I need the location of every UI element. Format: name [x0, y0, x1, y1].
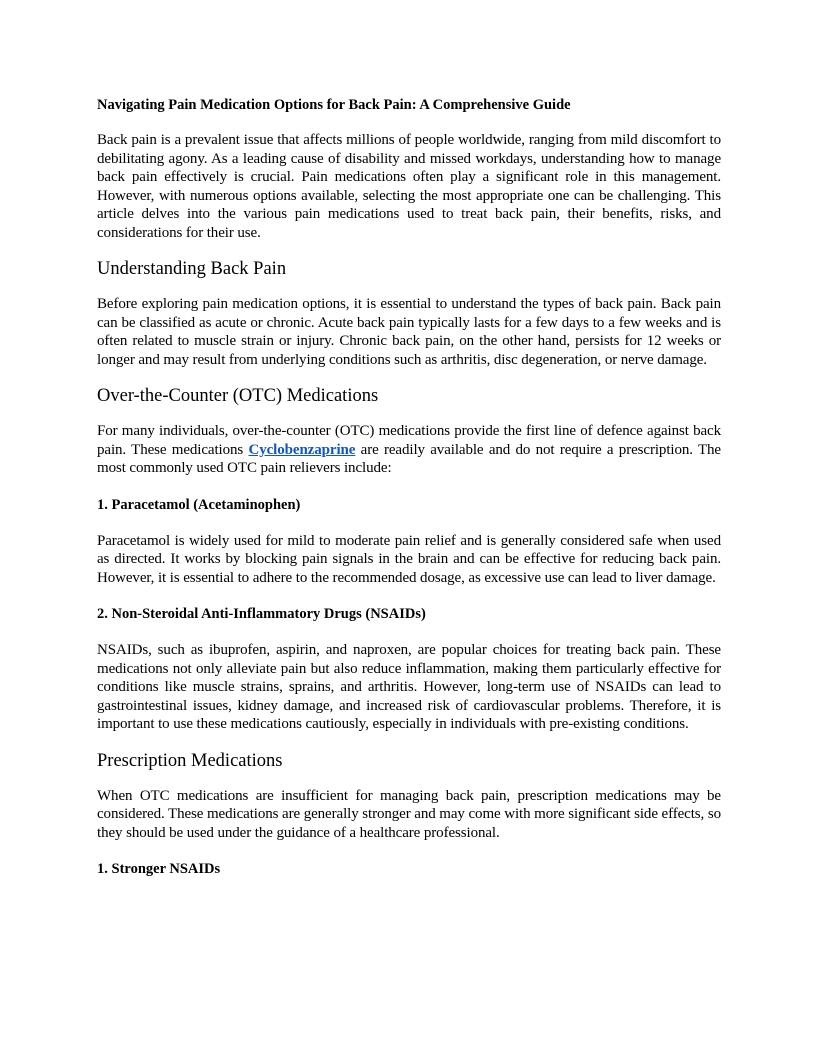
intro-paragraph: Back pain is a prevalent issue that affects millions of people worldwide, ranging from mild discomfort to debilitating agony. As a leading cause of disability and missed workdays, understanding how to manage back pain effectively is crucial. Pain medications often play a significant role in this management. However, with numerous options available, selecting the most appropriate one can be challenging. This article delves into the various pain medications used to treat back pain, their benefits, risks, and considerations for their use.: [97, 132, 721, 241]
otc-text-after-link: are readily available and do not require a prescription. The most commonly used OTC pain relievers include:: [97, 441, 721, 476]
heading-understanding-back-pain: Understanding Back Pain: [97, 259, 287, 279]
heading-prescription-medications: Prescription Medications: [97, 750, 283, 771]
heading-nsaids: 2. Non-Steroidal Anti-Inflammatory Drugs (NSAIDs): [97, 606, 426, 622]
heading-otc-medications: Over-the-Counter (OTC) Medications: [97, 386, 379, 406]
otc-text-before-link: For many individuals, over-the-counter (OTC) medications provide the first line of defence against back pain. These medications: [97, 423, 721, 458]
heading-paracetamol: 1. Paracetamol (Acetaminophen): [97, 496, 301, 513]
cyclobenzaprine-link[interactable]: Cyclobenzaprine: [248, 441, 356, 458]
heading-stronger-nsaids: 1. Stronger NSAIDs: [97, 861, 221, 877]
understanding-paragraph: Before exploring pain medication options, it is essential to understand the types of back pain. Back pain can be classified as acute or chronic. Acute back pain typically lasts for a few days to a few weeks and is often related to muscle strain or injury. Chronic back pain, on the other hand, persists for 12 weeks or longer and may result from underlying conditions such as arthritis, disc degeneration, or nerve damage.: [97, 296, 721, 368]
document-page: [97, 96, 721, 878]
document-title: Navigating Pain Medication Options for Back Pain: A Comprehensive Guide: [97, 97, 571, 113]
prescription-paragraph: When OTC medications are insufficient for managing back pain, prescription medications may be considered. These medications are generally stronger and may come with more significant side effects, so they should be used under the guidance of a healthcare professional.: [97, 787, 721, 841]
nsaids-paragraph: NSAIDs, such as ibuprofen, aspirin, and naproxen, are popular choices for treating back pain. These medications not only alleviate pain but also reduce inflammation, making them particularly effective for conditions like muscle strains, sprains, and arthritis. However, long-term use of NSAIDs can lead to gastrointestinal issues, kidney damage, and increased risk of cardiovascular problems. Therefore, it is important to use these medications cautiously, especially in individuals with pre-existing conditions.: [97, 642, 721, 732]
paracetamol-paragraph: Paracetamol is widely used for mild to moderate pain relief and is generally considered safe when used as directed. It works by blocking pain signals in the brain and can be effective for reducing back pain. However, it is essential to adhere to the recommended dosage, as excessive use can lead to liver damage.: [97, 532, 721, 586]
otc-paragraph: [97, 422, 721, 478]
